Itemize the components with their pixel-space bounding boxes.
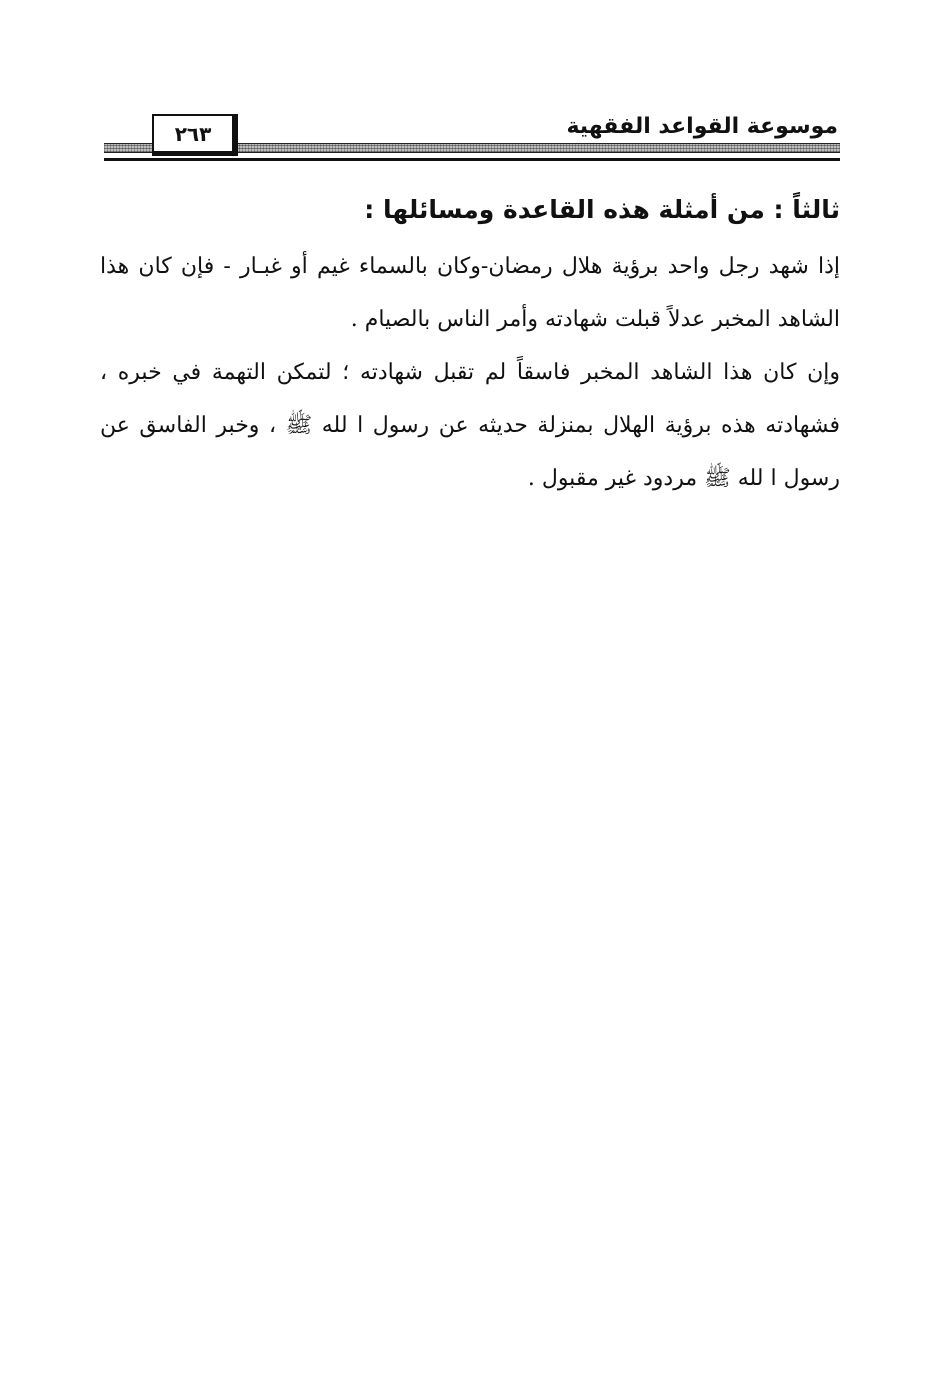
header-rule-line	[104, 158, 840, 161]
page-number: ٢٦٣	[152, 114, 238, 156]
paragraph: وإن كان هذا الشاهد المخبر فاسقاً لم تقبل شهادته ؛ لتمكن التهمة في خبره ، فشهادته هذه برؤية الهلال بمنزلة حديثه عن رسول ا لله ﷺ ، وخبر الفاسق عن رسول ا لله ﷺ مردود غير مقبول .	[100, 360, 840, 491]
body-text	[100, 240, 840, 505]
section-heading: ثالثاً : من أمثلة هذه القاعدة ومسائلها :	[364, 195, 840, 224]
paragraph: إذا شهد رجل واحد برؤية هلال رمضان-وكان بالسماء غيم أو غبـار - فإن كان هذا الشاهد المخبر عدلاً قبلت شهادته وأمر الناس بالصيام .	[100, 254, 840, 332]
running-title: موسوعة القواعد الفقهية	[566, 114, 838, 139]
